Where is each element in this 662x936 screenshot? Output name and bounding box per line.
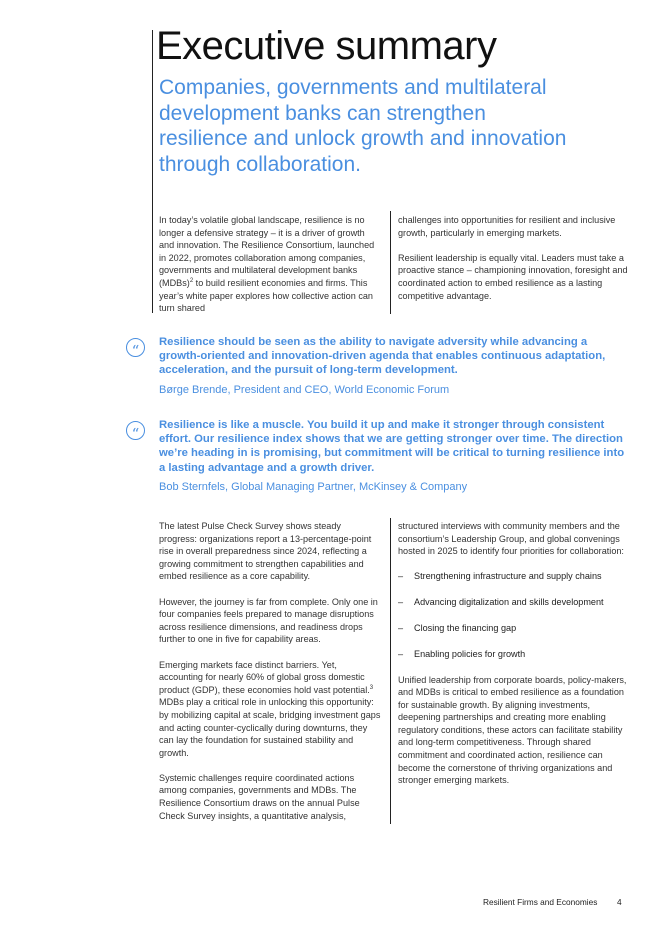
- priorities-list: [398, 570, 628, 660]
- main-left-column: [159, 520, 381, 835]
- footer-report-title: Resilient Firms and Economies: [483, 897, 598, 907]
- quote-text: Resilience is like a muscle. You build it up and make it stronger through consistent effort. Our resilience index shows that we are getting stronger over time. The direction we’re heading in is promising, but commitment will be critical to turning resilience into a lasting advantage and a growth driver.: [159, 419, 625, 474]
- footnote-ref[interactable]: 2: [189, 277, 194, 284]
- body-paragraph: However, the journey is far from complete. Only one in four companies feels prepared to manage disruptions across resilience dimensions, and readiness drops further to one in five for capability areas.: [159, 596, 378, 645]
- list-item: – Advancing digitalization and skills development: [398, 597, 604, 608]
- quote-author: Bob Sternfels, Global Managing Partner, McKinsey & Company: [159, 481, 468, 493]
- intro-column-divider: [390, 211, 391, 314]
- page-title: Executive summary: [156, 24, 497, 68]
- page-number: 4: [617, 897, 622, 907]
- quote-mark-icon: “: [126, 338, 145, 357]
- quote-author: Børge Brende, President and CEO, World Economic Forum: [159, 384, 450, 396]
- body-paragraph: Systemic challenges require coordinated actions among companies, governments and MDBs. The Resilience Consortium draws on the annual Pulse Check Survey insights, a quantitative analysis,: [159, 772, 360, 821]
- body-paragraph: Unified leadership from corporate boards, policy-makers, and MDBs is critical to embed resilience as a foundation for sustainable growth. By aligning investments, deepening partnerships and creating more enabling regulatory conditions, these actors can facilitate stability and long-term competitiveness. Through shared commitment and coordinated action, resilience can become the cornerstone of thriving organizations and stronger emerging markets.: [398, 674, 627, 786]
- page-subtitle: Companies, governments and multilateral development banks can strengthen resilience and unlock growth and innovation through collaboration.: [159, 76, 567, 176]
- intro-paragraph: In today’s volatile global landscape, resilience is no longer a defensive strategy – it is a driver of growth and innovation. The Resilience Consortium, launched in 2022, promotes collaboration among companies, governments and multilateral development banks (MDBs)$^2$ to build resilient economies and firms. This year’s white paper explores how collective action can turn shared: [159, 215, 375, 314]
- intro-right-column: [398, 214, 628, 315]
- list-item: – Enabling policies for growth: [398, 648, 526, 659]
- quote-mark-icon: “: [126, 421, 145, 440]
- intro-paragraph: challenges into opportunities for resilient and inclusive growth, particularly in emerging markets.: [398, 215, 616, 238]
- quote-text: Resilience should be seen as the ability to navigate adversity while advancing a growth-oriented and innovation-driven agenda that enables continuous adaptation, acceleration, and the pursuit of long-term development.: [159, 336, 606, 377]
- intro-left-column: [159, 214, 381, 327]
- body-paragraph: The latest Pulse Check Survey shows steady progress: organizations report a 13-percentage-point rise in overall preparedness since 2024, reflecting a growing commitment to strengthen capabilities and embed resilience as a core capability.: [159, 521, 372, 582]
- body-paragraph: Emerging markets face distinct barriers. Yet, accounting for nearly 60% of global gross domestic product (GDP), these economies hold vast potential.$^3$ MDBs play a critical role in unlocking this opportunity: by mobilizing capital at scale, bridging investment gaps and acting counter-cyclically during downturns, they can lay the foundation for sustained stability and growth.: [159, 659, 381, 758]
- footnote-ref[interactable]: 3: [369, 684, 374, 691]
- title-rule: [152, 30, 153, 313]
- list-item: – Closing the financing gap: [398, 622, 517, 633]
- list-item: – Strengthening infrastructure and supply chains: [398, 571, 602, 582]
- main-column-divider: [390, 518, 391, 824]
- body-paragraph: structured interviews with community members and the consortium’s Leadership Group, and global convenings hosted in 2025 to identify four priorities for collaboration:: [398, 521, 624, 557]
- main-right-column: [398, 520, 628, 799]
- intro-paragraph: Resilient leadership is equally vital. Leaders must take a proactive stance – championing innovation, foresight and coordinated action to embed resilience as a lasting competitive advantage.: [398, 252, 628, 301]
